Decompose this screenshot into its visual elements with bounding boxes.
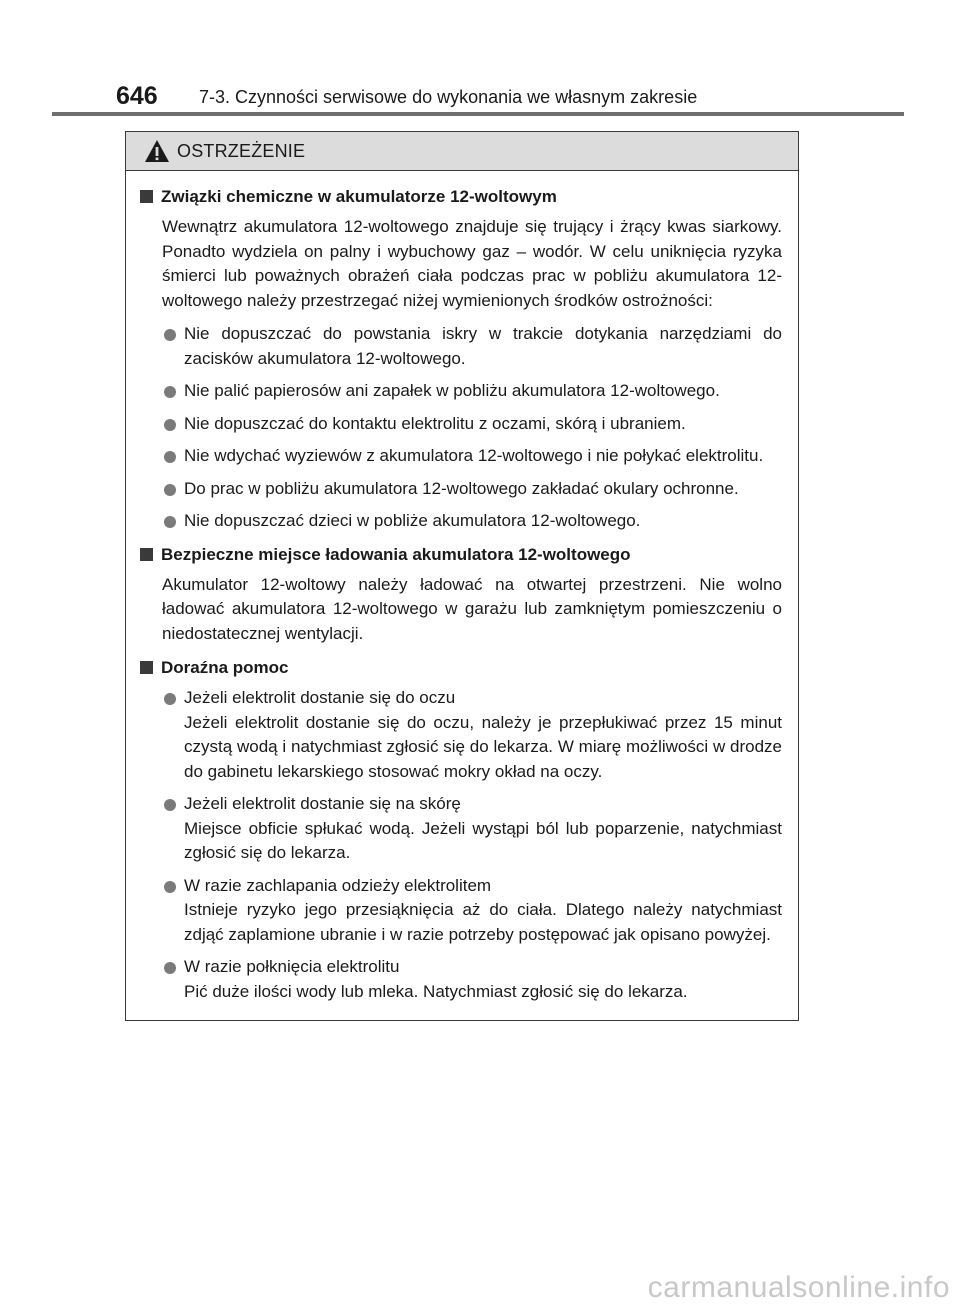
section-title: 7-3. Czynności serwisowe do wykonania we własnym zakresie [199,87,698,107]
warning-content [126,172,798,1012]
list-item-text [184,792,782,866]
section-heading [140,655,782,680]
list-item-title: W razie zachlapania odzieży elektrolitem [184,875,492,895]
square-bullet-icon [140,190,153,203]
list-item-title: Do prac w pobliżu akumulatora 12-woltowego zakładać okulary ochronne. [184,478,739,498]
section-heading [140,542,782,567]
list-item-detail: Jeżeli elektrolit dostanie się do oczu, należy je przepłukiwać przez 15 minut czystą wodą i natychmiast zgłosić się do lekarza. W miarę możliwości w drodze do gabinetu lekarskiego stosować mokry okład na oczy. [184,712,782,781]
list-item-text [184,477,782,502]
list-item-text [184,444,782,469]
square-bullet-icon [140,548,153,561]
list-item-title: Jeżeli elektrolit dostanie się na skórę [184,794,461,813]
section-heading [140,184,782,209]
section-paragraph: Wewnątrz akumulatora 12-woltowego znajduje się trujący i żrący kwas siarkowy. Ponadto wydziela on palny i wybuchowy gaz – wodór. W celu uniknięcia ryzyka śmierci lub poważnych obrażeń ciała podczas prac w pobliżu akumulatora 12-woltowego należy przestrzegać niżej wymienionych środków ostrożności: [162,217,782,310]
list-item-title: Nie dopuszczać do kontaktu elektrolitu z oczami, skórą i ubraniem. [184,413,686,433]
section-heading-text: Doraźna pomoc [161,658,289,677]
round-bullet-icon [164,451,176,463]
watermark: carmanualsonline.info [647,1271,950,1304]
round-bullet-icon [164,484,176,496]
list-item [162,444,782,469]
list-item-detail: Pić duże ilości wody lub mleka. Natychmiast zgłosić się do lekarza. [184,981,688,1001]
round-bullet-icon [164,516,176,528]
list-item-detail: Istnieje ryzyko jego przesiąknięcia aż do ciała. Dlatego należy natychmiast zdjąć zaplamione ubranie i w razie potrzeby postępować jak opisano powyżej. [184,900,782,944]
section-heading-text: Związki chemiczne w akumulatorze 12-woltowym [161,187,557,206]
list-item-text [184,379,782,404]
list-item [162,686,782,784]
list-item [162,874,782,948]
list-item-title: W razie połknięcia elektrolitu [184,957,400,976]
list-item-text [184,509,782,534]
list-item-title: Nie wdychać wyziewów z akumulatora 12-woltowego i nie połykać elektrolitu. [184,446,764,465]
list-item-text [184,686,782,784]
list-item-title: Nie dopuszczać dzieci w pobliże akumulatora 12-woltowego. [184,511,641,530]
warning-section [140,655,782,1004]
round-bullet-icon [164,386,176,398]
warning-section [140,542,782,647]
round-bullet-icon [164,799,176,811]
warning-title: OSTRZEŻENIE [177,140,306,161]
warning-section [140,184,782,534]
list-item-text [184,412,782,437]
round-bullet-icon [164,419,176,431]
list-item-text [184,955,782,1004]
list-item [162,792,782,866]
list-item-title: Jeżeli elektrolit dostanie się do oczu [184,688,456,707]
list-item [162,379,782,404]
list-item-detail: Miejsce obficie spłukać wodą. Jeżeli wystąpi ból lub poparzenie, natychmiast zgłosić się do lekarza. [184,818,782,862]
list-item-title: Nie dopuszczać do powstania iskry w trakcie dotykania narzędziami do zacisków akumulatora 12-woltowego. [184,324,782,368]
page-number: 646 [116,82,158,110]
header-divider [52,112,904,116]
list-item [162,955,782,1004]
section-paragraph: Akumulator 12-woltowy należy ładować na otwartej przestrzeni. Nie wolno ładować akumulatora 12-woltowego w garażu lub zamkniętym pomieszczeniu o niedostatecznej wentylacji. [162,574,782,643]
round-bullet-icon [164,693,176,705]
list-item [162,322,782,371]
list-item-text [184,322,782,371]
round-bullet-icon [164,881,176,893]
round-bullet-icon [164,329,176,341]
list-item-text [184,874,782,948]
list-item [162,477,782,502]
list-item-title: Nie palić papierosów ani zapałek w pobliżu akumulatora 12-woltowego. [184,381,720,400]
list-item [162,509,782,534]
round-bullet-icon [164,962,176,974]
warning-box [125,131,799,1021]
section-heading-text: Bezpieczne miejsce ładowania akumulatora 12-woltowego [161,544,631,564]
warning-triangle-icon [144,139,170,163]
list-item [162,412,782,437]
square-bullet-icon [140,661,153,674]
warning-header [126,132,798,171]
page-header [0,0,960,116]
